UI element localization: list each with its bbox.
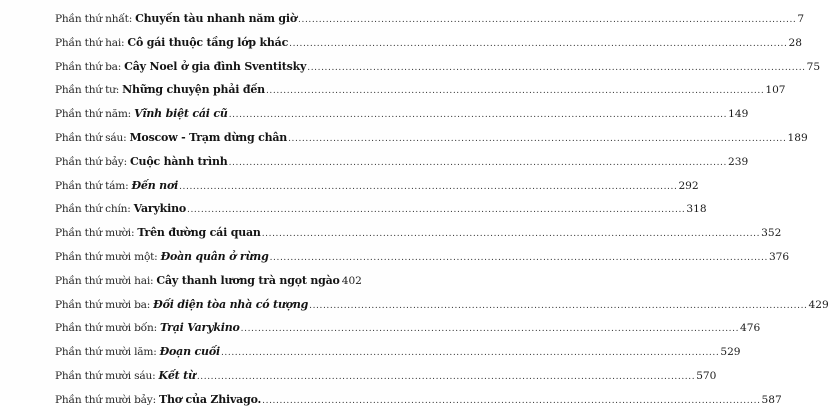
toc-dot-leader bbox=[307, 63, 805, 73]
toc-entry-title: Vĩnh biệt cái cũ bbox=[134, 107, 228, 121]
toc-entry-page-number: 75 bbox=[806, 60, 821, 73]
toc-entry-page-number: 587 bbox=[761, 393, 782, 406]
toc-entry-label: Phần thứ năm: bbox=[55, 108, 132, 121]
toc-entry-label: Phần thứ mười sáu: bbox=[55, 369, 156, 382]
toc-entry-title: Cô gái thuộc tầng lớp khác bbox=[127, 35, 289, 49]
toc-entry-label: Phần thứ mười lăm: bbox=[55, 346, 157, 359]
toc-entry-label: Phần thứ mười một: bbox=[55, 250, 158, 263]
toc-entry-title: Chuyến tàu nhanh năm giờ bbox=[135, 12, 298, 25]
toc-dot-leader bbox=[229, 110, 727, 120]
toc-entry-title: Đoạn cuối bbox=[159, 345, 220, 359]
toc-entry-title: Cuộc hành trình bbox=[129, 154, 228, 168]
toc-dot-leader bbox=[241, 324, 739, 334]
toc-entry-label: Phần thứ hai: bbox=[55, 36, 125, 49]
toc-entry bbox=[55, 392, 782, 417]
toc-entry-page-number: 149 bbox=[728, 108, 749, 121]
toc-dot-leader bbox=[197, 372, 695, 382]
toc-entry-title: Moscow - Trạm dừng chân bbox=[129, 130, 288, 144]
toc-entry-page-number: 529 bbox=[720, 346, 741, 359]
toc-entry bbox=[55, 130, 808, 155]
toc-entry-title: Trên đường cái quan bbox=[137, 226, 261, 240]
toc-dot-leader bbox=[288, 134, 786, 144]
toc-entry bbox=[55, 273, 362, 298]
toc-entry-label: Phần thứ nhất: bbox=[55, 13, 133, 25]
toc-dot-leader bbox=[309, 301, 807, 311]
toc-entry bbox=[55, 107, 749, 131]
toc-dot-leader bbox=[266, 86, 764, 96]
toc-entry-page-number: 402 bbox=[341, 274, 362, 287]
toc-entry-label: Phần thứ mười: bbox=[55, 227, 135, 240]
toc-dot-leader bbox=[229, 158, 727, 168]
toc-entry bbox=[55, 154, 749, 179]
toc-entry-label: Phần thứ chín: bbox=[55, 203, 131, 216]
toc-entry-page-number: 429 bbox=[808, 298, 829, 311]
toc-entry bbox=[55, 35, 802, 60]
toc-entry-title: Những chuyện phải đến bbox=[122, 83, 265, 97]
toc-entry-label: Phần thứ mười bảy: bbox=[55, 393, 156, 406]
toc-dot-leader bbox=[179, 182, 677, 192]
toc-entry bbox=[55, 321, 761, 345]
toc-entry-title: Varykino bbox=[133, 202, 187, 216]
toc-entry-title: Đến nơi bbox=[131, 178, 179, 192]
toc-dot-leader bbox=[270, 253, 768, 263]
toc-entry bbox=[55, 178, 699, 203]
toc-entry-label: Phần thứ mười bốn: bbox=[55, 322, 157, 335]
toc-dot-leader bbox=[298, 15, 796, 25]
toc-entry-page-number: 292 bbox=[678, 179, 699, 192]
toc-dot-leader bbox=[289, 39, 787, 49]
toc-entry-label: Phần thứ bảy: bbox=[55, 155, 127, 168]
toc-entry-title: Cây thanh lương trà ngọt ngào bbox=[156, 273, 340, 287]
toc-entry-page-number: 239 bbox=[727, 155, 749, 168]
toc-entry bbox=[55, 345, 741, 369]
toc-entry-title: Đối diện tòa nhà có tượng bbox=[153, 297, 309, 311]
toc-entry-title: Cây Noel ở gia đình Sventitsky bbox=[124, 59, 307, 73]
toc-entry-page-number: 352 bbox=[761, 227, 782, 240]
toc-entry bbox=[55, 226, 782, 250]
toc-entry bbox=[55, 297, 829, 322]
toc-entry-label: Phần thứ mười ba: bbox=[55, 298, 151, 311]
toc-dot-leader bbox=[221, 348, 719, 358]
toc-entry-title: Trại Varykino bbox=[159, 321, 240, 335]
toc-entry-page-number: 318 bbox=[686, 203, 707, 216]
toc-entry-page-number: 376 bbox=[768, 250, 790, 263]
toc-entry-page-number: 7 bbox=[797, 13, 805, 25]
toc-entry-label: Phần thứ tám: bbox=[55, 179, 129, 192]
toc-entry-label: Phần thứ ba: bbox=[55, 60, 122, 73]
toc-entry-page-number: 476 bbox=[740, 322, 761, 335]
table-of-contents bbox=[55, 12, 829, 417]
toc-dot-leader bbox=[262, 229, 760, 239]
toc-entry-page-number: 570 bbox=[696, 369, 717, 382]
toc-entry-label: Phần thứ sáu: bbox=[55, 131, 127, 144]
toc-entry-label: Phần thứ mười hai: bbox=[55, 274, 154, 287]
toc-entry bbox=[55, 59, 821, 84]
toc-entry-page-number: 28 bbox=[788, 36, 802, 49]
toc-entry bbox=[55, 249, 790, 274]
toc-entry-title: Kết từ bbox=[158, 368, 196, 382]
toc-entry-title: Thơ của Zhivago. bbox=[158, 392, 262, 406]
toc-entry bbox=[55, 202, 707, 226]
toc-dot-leader bbox=[187, 205, 685, 215]
toc-entry-page-number: 107 bbox=[765, 84, 786, 97]
toc-entry-label: Phần thứ tư: bbox=[55, 84, 120, 97]
toc-entry bbox=[55, 368, 717, 393]
toc-entry bbox=[55, 83, 786, 107]
toc-entry bbox=[55, 12, 805, 36]
toc-entry-page-number: 189 bbox=[787, 131, 808, 144]
toc-dot-leader bbox=[262, 396, 760, 406]
toc-entry-title: Đoàn quân ở rừng bbox=[160, 249, 269, 263]
